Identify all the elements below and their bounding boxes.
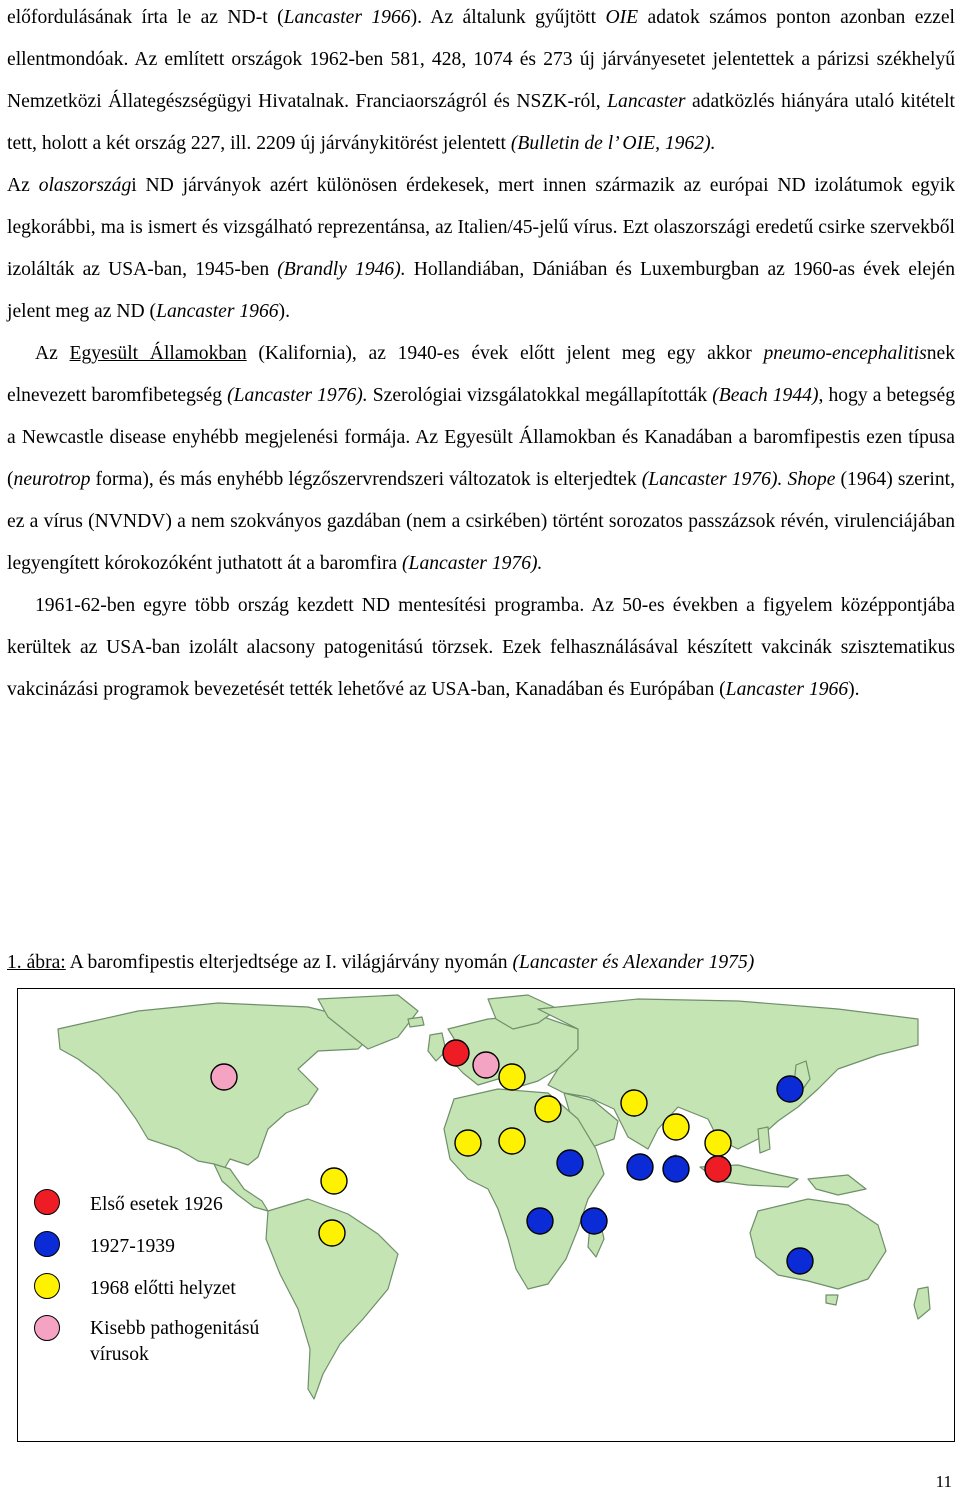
legend-item-yellow — [34, 1270, 236, 1299]
text-span: ). Az általunk gyűjtött — [410, 7, 606, 28]
yellow-marker — [499, 1128, 525, 1154]
emphasis: pneumo-encephalitis — [763, 343, 927, 364]
blue-marker — [627, 1154, 653, 1180]
text-span: nek elnevezett baromfibetegség — [7, 343, 955, 406]
yellow-dot-icon — [34, 1273, 60, 1299]
text-span: ). — [278, 301, 290, 322]
australia — [750, 1199, 886, 1289]
citation: (Lancaster 1976). — [402, 553, 543, 574]
blue-marker — [663, 1156, 689, 1182]
red-dot-icon — [34, 1189, 60, 1215]
citation: Lancaster 1966 — [156, 301, 279, 322]
philippines — [758, 1127, 770, 1153]
text-span: ). — [848, 679, 860, 700]
yellow-marker — [535, 1096, 561, 1122]
blue-marker — [787, 1248, 813, 1274]
citation: (Beach 1944) — [712, 385, 819, 406]
yellow-marker — [455, 1130, 481, 1156]
text-span: adatközlés hiányára utaló kitételt tett, holott a két ország 227, ill. 2209 új járványkitörést jelentett — [7, 91, 955, 154]
citation: (Brandly 1946). — [277, 259, 406, 280]
figure-caption — [7, 948, 955, 978]
text-span: Az — [35, 343, 70, 364]
yellow-marker — [321, 1168, 347, 1194]
emphasis: neurotrop — [13, 469, 91, 490]
blue-marker — [581, 1208, 607, 1234]
acronym: OIE — [605, 7, 639, 28]
text-span: i ND járványok azért különösen érdekesek, mert innen származik az európai ND izolátumok egyik legkorábbi, ma is ismert és vizsgálható reprezentánsa, az Italien/45-jelű vírus. Ezt olaszországi eredetű csirke szervekből izolálták az USA-ban, 1945-ben — [7, 175, 955, 280]
legend-label: 1968 előtti helyzet — [90, 1278, 236, 1299]
blue-marker — [527, 1208, 553, 1234]
text-span: , hogy a betegség a Newcastle disease enyhébb megjelenési formája. Az Egyesült Államokban és Kanadában a baromfipestis ezen típusa ( — [7, 385, 955, 490]
pink-marker — [211, 1064, 237, 1090]
citation: Shope — [787, 469, 836, 490]
legend-label: Kisebb pathogenitású vírusok — [90, 1318, 260, 1365]
paragraph-2 — [7, 165, 955, 333]
paragraph-1 — [7, 0, 955, 165]
legend-item-red — [34, 1186, 223, 1215]
text-span: 1961-62-ben egyre több ország kezdett ND mentesítési programba. Az 50-es években a figyelem középpontjába kerültek az USA-ban izolált alacsony patogenitású törzsek. Ezek felhasználásával készített vakcinák szisztematikus vakcinázási programok bevezetését tették lehetővé az USA-ban, Kanadában és Európában ( — [7, 595, 955, 700]
yellow-marker — [319, 1220, 345, 1246]
yellow-marker — [663, 1114, 689, 1140]
figure-number: 1. ábra: — [7, 952, 66, 973]
text-span: (Kalifornia), az 1940-es évek előtt jelent meg egy akkor — [246, 343, 764, 364]
citation: (Lancaster 1976). — [641, 469, 783, 490]
text-span: Hollandiában, Dániában és Luxemburgban az 1960-as évek elején jelent meg az ND ( — [7, 259, 955, 322]
tasmania — [826, 1295, 838, 1305]
yellow-marker — [621, 1090, 647, 1116]
legend-item-blue — [34, 1228, 175, 1257]
blue-dot-icon — [34, 1231, 60, 1257]
citation: Lancaster — [607, 91, 686, 112]
pink-marker — [473, 1052, 499, 1078]
blue-marker — [557, 1150, 583, 1176]
text-span: Szerológiai vizsgálatokkal megállapították — [367, 385, 713, 406]
text-span: adatok számos ponton azonban ezzel ellentmondóak. Az említett országok 1962-ben 581, 428, 1074 és 273 új járványesetet jelentettek a párizsi székhelyű Nemzetközi Állategészségügyi Hivatalnak. Franciaországról és NSZK-ról, — [7, 7, 955, 112]
text-span: Az — [7, 175, 39, 196]
legend-label: 1927-1939 — [90, 1236, 175, 1257]
paragraph-4 — [7, 585, 955, 711]
page-number: 11 — [935, 1472, 952, 1491]
text-span: (1964) szerint, ez a vírus (NVNDV) a nem szokványos gazdában (nem a csirkében) történt sorozatos passzázsok révén, virulenciájában legyengített kórokozóként juthatott át a baromfira — [7, 469, 955, 574]
emphasis: olaszország — [38, 175, 132, 196]
underlined-term: Egyesült Államokban — [69, 343, 247, 364]
paragraph-3 — [7, 333, 955, 585]
red-marker — [443, 1040, 469, 1066]
blue-marker — [777, 1076, 803, 1102]
text-span: előfordulásának írta le az ND-t ( — [7, 7, 284, 28]
legend-label: Első esetek 1926 — [90, 1194, 223, 1215]
citation: (Lancaster 1976). — [227, 385, 368, 406]
pink-dot-icon — [34, 1315, 60, 1341]
new-guinea — [808, 1175, 866, 1195]
figure-title: A baromfipestis elterjedtsége az I. világjárvány nyomán — [65, 952, 513, 973]
legend-item-pink — [34, 1312, 260, 1365]
citation: Lancaster 1966 — [725, 679, 849, 700]
yellow-marker — [705, 1130, 731, 1156]
new-zealand — [914, 1287, 930, 1319]
citation: (Bulletin de l’ OIE, 1962). — [510, 133, 716, 154]
red-marker — [705, 1156, 731, 1182]
citation: Lancaster 1966 — [283, 7, 411, 28]
yellow-marker — [499, 1064, 525, 1090]
body-text — [7, 0, 955, 711]
text-span: forma), és más enyhébb légzőszervrendszeri változatok is elterjedtek — [90, 469, 642, 490]
iceland — [408, 1017, 424, 1027]
figure-source: (Lancaster és Alexander 1975) — [512, 952, 755, 973]
